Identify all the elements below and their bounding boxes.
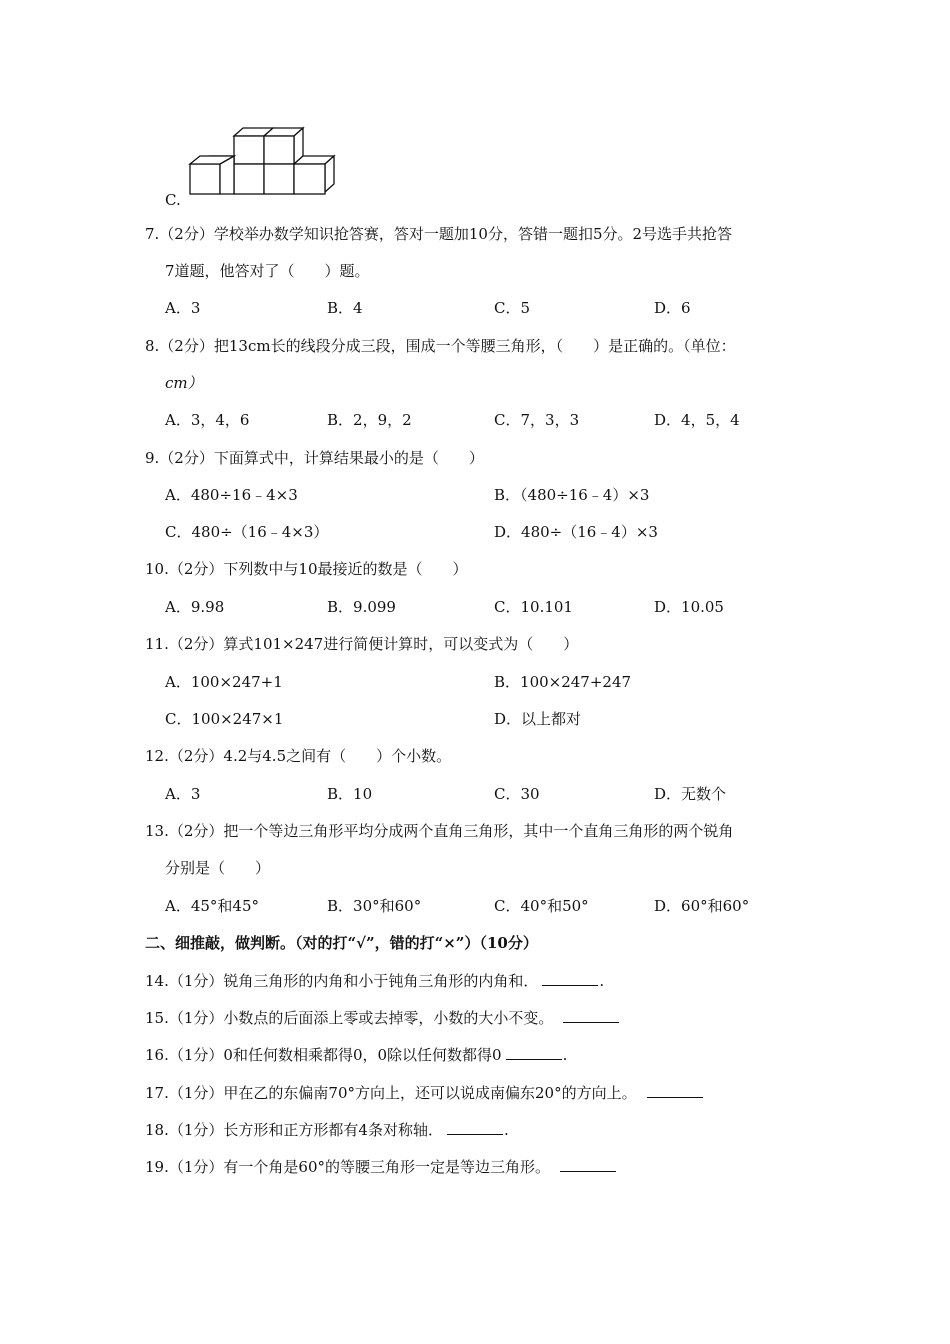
question-8-option-d[interactable]: D．4，5，4 [654,411,740,429]
judgment-16 [145,1045,567,1065]
question-8-option-a[interactable]: A．3，4，6 [165,411,250,429]
question-12-option-c[interactable]: C．30 [494,785,540,803]
question-7-option-b[interactable]: B．4 [327,299,363,317]
question-7-line-2: 7道题，他答对了（ ）题。 [165,262,370,280]
judgment-18-text: 18.（1分）长方形和正方形都有4条对称轴． [145,1121,443,1139]
judgment-16-text: 16.（1分）0和任何数相乘都得0，0除以任何数都得0 [145,1046,502,1064]
question-8-line-2: cm） [165,374,203,392]
question-8-option-b[interactable]: B．2，9，2 [327,411,412,429]
question-7-option-c[interactable]: C．5 [494,299,531,317]
question-10-option-d[interactable]: D．10.05 [654,598,724,616]
question-13-line-1: 13.（2分）把一个等边三角形平均分成两个直角三角形，其中一个直角三角形的两个锐角 [145,822,734,840]
judgment-14 [145,971,604,991]
question-10-option-a[interactable]: A．9.98 [165,598,225,616]
question-11-option-c[interactable]: C．100×247×1 [165,710,284,728]
judgment-14-text: 14.（1分）锐角三角形的内角和小于钝角三角形的内角和． [145,972,539,990]
judgment-19-blank[interactable] [560,1157,616,1172]
judgment-17 [145,1083,703,1103]
option-c-label: C. [165,191,181,209]
judgment-19 [145,1157,616,1177]
section-2-heading: 二、细推敲，做判断。（对的打“√”，错的打“×”）（10分） [145,934,538,952]
cube-figure-c [188,118,343,198]
question-7-option-a[interactable]: A．3 [165,299,201,317]
question-13-line-2: 分别是（ ） [165,859,271,877]
question-12-line-1: 12.（2分）4.2与4.5之间有（ ）个小数。 [145,747,452,765]
judgment-17-blank[interactable] [647,1083,703,1098]
question-12-option-d[interactable]: D．无数个 [654,785,727,803]
judgment-18 [145,1120,509,1140]
question-11-option-d[interactable]: D．以上都对 [494,710,582,728]
question-12-option-a[interactable]: A．3 [165,785,201,803]
judgment-16-blank[interactable] [506,1045,562,1060]
question-11-line-1: 11.（2分）算式101×247进行简便计算时，可以变式为（ ） [145,635,579,653]
question-12-option-b[interactable]: B．10 [327,785,373,803]
judgment-15-text: 15.（1分）小数点的后面添上零或去掉零，小数的大小不变。 [145,1009,554,1027]
question-10-option-b[interactable]: B．9.099 [327,598,396,616]
judgment-14-blank[interactable] [542,971,598,986]
question-13-option-a[interactable]: A．45°和45° [165,897,260,915]
question-11-option-b[interactable]: B．100×247+247 [494,673,632,691]
judgment-14-suffix: . [599,972,605,990]
question-8-line-1: 8.（2分）把13cm长的线段分成三段，围成一个等腰三角形，（ ）是正确的。（单位： [145,337,736,355]
question-10-line-1: 10.（2分）下列数中与10最接近的数是（ ） [145,560,468,578]
question-13-option-c[interactable]: C．40°和50° [494,897,589,915]
question-9-line-1: 9.（2分）下面算式中，计算结果最小的是（ ） [145,449,484,467]
question-9-option-d[interactable]: D．480÷（16﹣4）×3 [494,523,658,541]
question-8-option-c[interactable]: C．7，3，3 [494,411,580,429]
judgment-16-suffix: . [562,1046,568,1064]
question-13-option-b[interactable]: B．30°和60° [327,897,422,915]
judgment-18-suffix: . [503,1121,509,1139]
judgment-15 [145,1008,619,1028]
question-9-option-c[interactable]: C．480÷（16﹣4×3） [165,523,329,541]
question-7-line-1: 7.（2分）学校举办数学知识抢答赛，答对一题加10分，答错一题扣5分。2号选手共抢答 [145,225,733,243]
judgment-17-text: 17.（1分）甲在乙的东偏南70°方向上，还可以说成南偏东20°的方向上。 [145,1084,637,1102]
question-13-option-d[interactable]: D．60°和60° [654,897,750,915]
judgment-18-blank[interactable] [447,1120,503,1135]
question-11-option-a[interactable]: A．100×247+1 [165,673,283,691]
question-10-option-c[interactable]: C．10.101 [494,598,573,616]
question-9-option-a[interactable]: A．480÷16﹣4×3 [165,486,298,504]
judgment-15-blank[interactable] [563,1008,619,1023]
judgment-19-text: 19.（1分）有一个角是60°的等腰三角形一定是等边三角形。 [145,1158,550,1176]
question-7-option-d[interactable]: D．6 [654,299,691,317]
question-9-option-b[interactable]: B．（480÷16﹣4）×3 [494,486,650,504]
